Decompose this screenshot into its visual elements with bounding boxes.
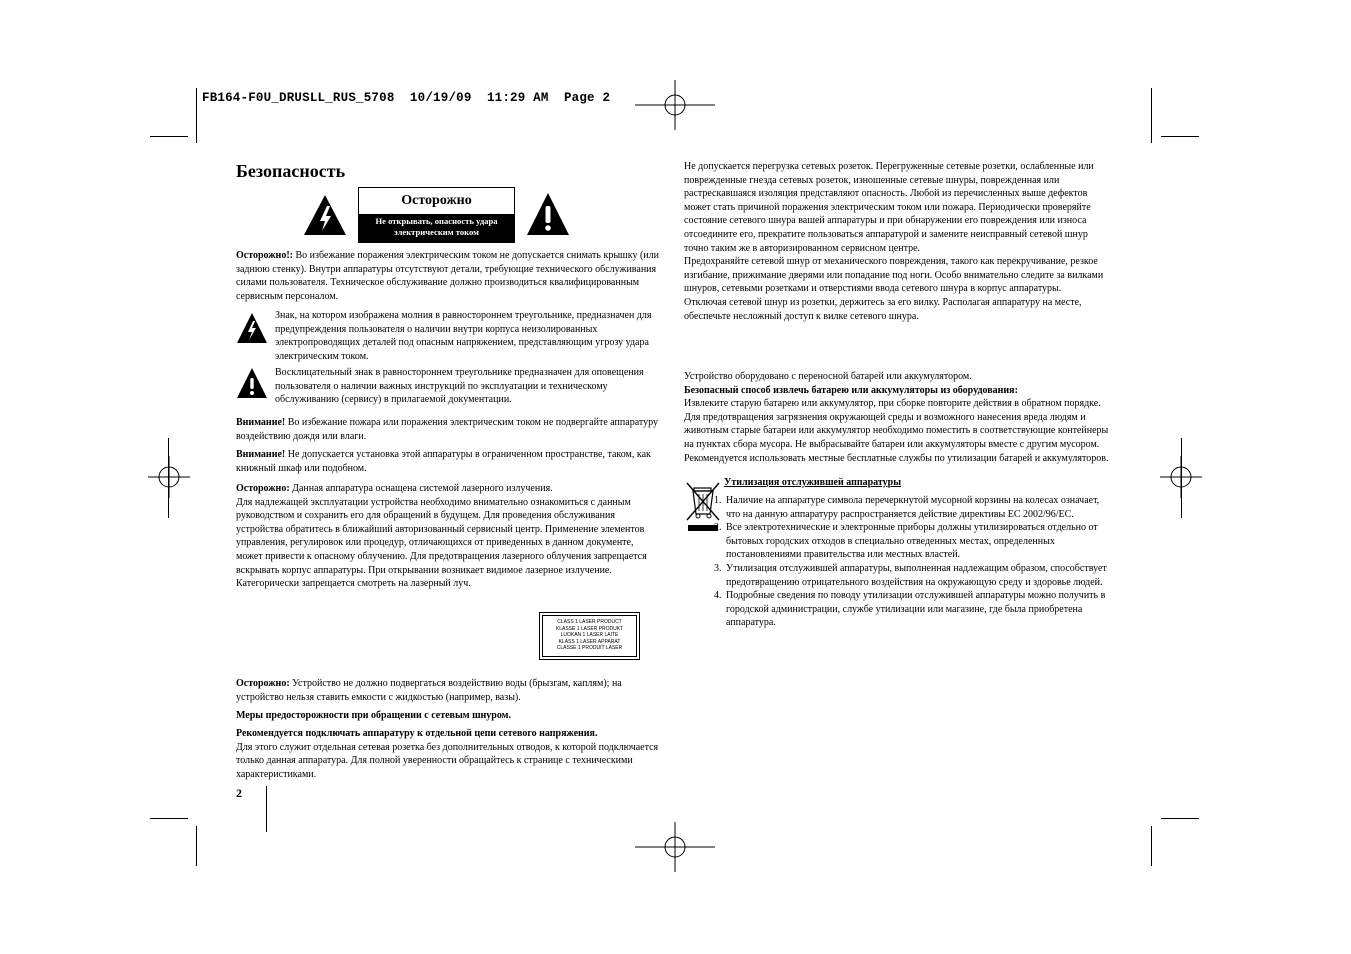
battery-heading: Безопасный способ извлечь батарею или аккумуляторы из оборудования: — [684, 384, 1018, 396]
laser-label-line: CLASSE 1 PRODUIT LASER — [556, 645, 623, 651]
laser-caution-body: Для надлежащей эксплуатации устройства необходимо внимательно ознакомиться с данным руководством и сохранить его для обращений в будущем. Для проведения обслуживания устройства обратитесь в ближайший авторизованный сервисный центр. Применение элементов управления, регулировок или процедур, отличающихся от приведенных в данном документе, может привести к опасному облучению. Для предотвращения лазерного облучения запрещается вскрывать корпус аппаратуры. При открывании возникает видимое лазерное излучение. Категорически запрещается смотреть на лазерный луч. — [236, 496, 647, 590]
exclamation-triangle-icon — [526, 192, 570, 236]
caution-subtitle-line2: электрическим током — [394, 227, 479, 237]
unplug-paragraph: Отключая сетевой шнур из розетки, держитесь за его вилку. Располагая аппаратуру на месте, обеспечьте несложный доступ к вилке сетевого шнура. — [684, 296, 1082, 322]
registration-target-left — [148, 456, 190, 498]
caution-box-subtitle — [359, 214, 514, 242]
warning-label: Внимание! — [236, 417, 286, 428]
cord-heading: Меры предосторожности при обращении с сетевым шнуром. — [236, 710, 511, 721]
page-title: Безопасность — [236, 161, 346, 181]
caution-label: Осторожно: — [236, 483, 290, 494]
disposal-list-item: 3. Утилизация отслужившей аппаратуры, выполненная надлежащим образом, способствует предотвращению отрицательного воздействия на окружающую среду и здоровье людей. — [724, 562, 1114, 589]
laser-caution-paragraph — [236, 482, 662, 591]
caution-box — [358, 187, 515, 243]
bolt-symbol-explanation: Знак, на котором изображена молния в равностороннем треугольнике, предназначен для предупреждения пользователя о наличии внутри корпуса неизолированных электропроводящих деталей под опасным напряжением, представляющим угрозу удара электрическим током. — [275, 310, 652, 362]
registration-target-bottom — [630, 822, 720, 872]
water-caution-paragraph — [236, 677, 662, 704]
battery-section — [684, 370, 1114, 465]
caution-cover-paragraph — [236, 249, 662, 303]
page-number: 2 — [236, 786, 242, 800]
registration-target-top — [630, 80, 720, 130]
warning-space-paragraph — [236, 448, 662, 475]
caution-subtitle-line1: Не открывать, опасность удара — [375, 216, 498, 226]
cord-protection-paragraph: Предохраняйте сетевой шнур от механического повреждения, такого как перекручивание, резкое изгибание, прижимание дверями или попадание под ноги. Особо внимательно следите за вилками шнуров, сетевыми розетками и отверстиями ввода сетевого шнура в корпус аппаратуры. — [684, 256, 1104, 295]
circuit-text: Для этого служит отдельная сетевая розетка без дополнительных отводов, к которой подключается только данная аппаратура. Для полной уверенности обращайтесь к странице с техническими характеристиками. — [236, 741, 659, 780]
disposal-list-item: 2. Все электротехнические и электронные приборы должны утилизироваться отдельно от бытовых городских отходов в специально отведенных местах, определенных постановлениями правительства или местных властей. — [724, 521, 1114, 562]
warning-rain-paragraph — [236, 416, 662, 443]
battery-line: Устройство оборудовано с переносной батарей или аккумулятором. — [684, 371, 972, 382]
battery-text: Извлеките старую батарею или аккумулятор, при сборке повторите действия в обратном порядке. Для предотвращения загрязнения окружающей среды и возможного нанесения вреда людям и животным старые батареи или аккумулятор необходимо поместить в соответствующие контейнеры на пунктах сбора мусора. Не выбрасывайте батареи или аккумуляторы вместе с другим мусором. Рекомендуется использовать местные бесплатные службы по утилизации батарей и аккумуляторов. — [684, 398, 1109, 464]
exclamation-triangle-icon — [236, 367, 268, 399]
caution-label: Осторожно!: — [236, 250, 293, 261]
warning-label: Внимание! — [236, 449, 286, 460]
caution-cover-text: Во избежание поражения электрическим током не допускается снимать крышку (или заднюю стенку). Внутри аппаратуры отсутствуют детали, требующие технического обслуживания силами пользователя. Техническое обслуживание должно производиться квалифицированным сервисным персоналом. — [236, 250, 659, 302]
warning-rain-text: Во избежание пожара или поражения электрическим током не подвергайте аппаратуру воздействию дождя или влаги. — [236, 417, 658, 442]
laser-product-label — [539, 612, 640, 660]
laser-label-inner — [542, 615, 637, 657]
water-caution-text: Устройство не должно подвергаться воздействию воды (брызгам, каплям); на устройство нельзя ставить емкости с жидкостью (например, вазы). — [236, 678, 622, 703]
laser-label-line: KLASSE 1 LASER PRODUKT — [555, 625, 624, 632]
print-slug: FB164-F0U_DRUSLL_RUS_5708 10/19/09 11:29 AM Page 2 — [202, 91, 611, 105]
disposal-heading: Утилизация отслужившей аппаратуры — [724, 477, 902, 488]
caution-label: Осторожно: — [236, 678, 290, 689]
laser-label-line: LUOKAN 1 LASER LAITE — [560, 632, 619, 638]
disposal-list-item: 4. Подробные сведения по поводу утилизации отслужившей аппаратуры можно получить в городской администрации, службе утилизации или магазине, где была приобретена аппаратура. — [724, 589, 1114, 630]
lightning-bolt-triangle-icon — [303, 194, 347, 236]
disposal-list — [674, 494, 1114, 630]
lightning-bolt-triangle-icon — [236, 312, 268, 344]
outlet-overload-paragraph: Не допускается перегрузка сетевых розеток. Перегруженные сетевые розетки, ослабленные или поврежденные гнезда сетевых розеток, изношенные сетевые шнуры, поврежденная или растрескавшаяся изоляция представляют опасность. Любой из перечисленных выше дефектов может стать причиной поражения электрическим током или пожара. Периодически проверяйте состояние сетевого шнура вашей аппаратуры и при обнаружении его повреждения или износа отсоедините его, прекратите пользоваться аппаратурой и замените неисправный сетевой шнур точно таким же в авторизированном сервисном центре. — [684, 161, 1094, 254]
exclamation-symbol-explanation: Восклицательный знак в равностороннем треугольнике предназначен для оповещения пользователя о наличии важных инструкций по эксплуатации и техническому обслуживанию (сервису) в прилагаемой документации. — [275, 367, 644, 406]
disposal-list-item: 1. Наличие на аппаратуре символа перечеркнутой мусорной корзины на колесах означает, что на данную аппаратуру распространяется действие директивы ЕС 2002/96/ЕС. — [724, 494, 1114, 521]
caution-box-title: Осторожно — [401, 193, 472, 208]
disposal-list-container — [674, 494, 1114, 630]
right-column-text — [684, 160, 1114, 323]
laser-label-line: KLASS 1 LASER APPARAT — [558, 638, 621, 645]
circuit-heading: Рекомендуется подключать аппаратуру к отдельной цепи сетевого напряжения. — [236, 728, 598, 739]
warning-space-text: Не допускается установка этой аппаратуры в ограниченном пространстве, таком, как книжный шкаф или подобном. — [236, 449, 651, 474]
laser-label-line: CLASS 1 LASER PRODUCT — [557, 619, 622, 625]
registration-target-right — [1160, 456, 1202, 498]
laser-caution-text: Данная аппаратура оснащена системой лазерного излучения. — [289, 483, 553, 494]
circuit-paragraph — [236, 727, 662, 781]
